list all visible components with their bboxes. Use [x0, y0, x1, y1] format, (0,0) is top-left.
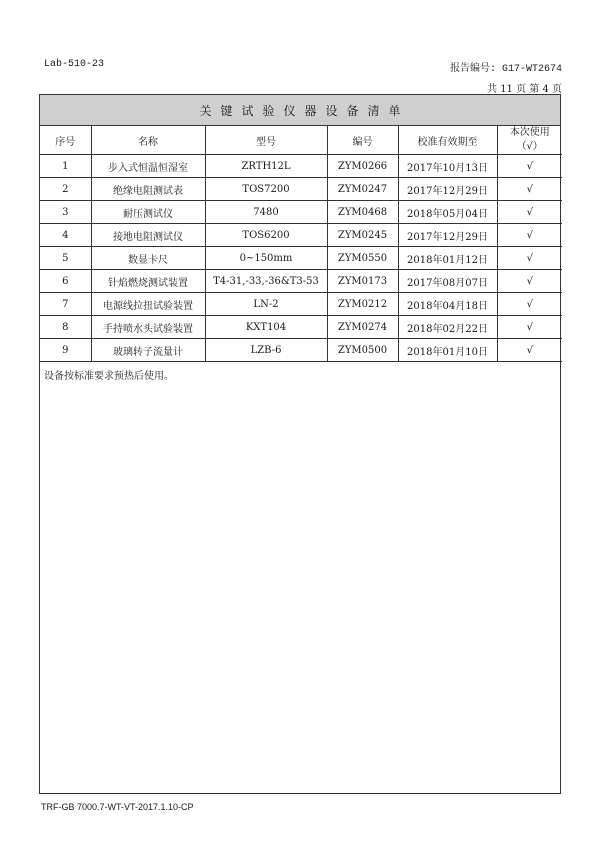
cell-code: ZYM0468: [327, 201, 398, 224]
cell-used: √: [497, 316, 562, 339]
cell-valid-until: 2018年05月04日: [398, 201, 497, 224]
cell-model: T4-31,-33,-36&T3-53: [205, 270, 327, 293]
cell-model: TOS7200: [205, 178, 327, 201]
cell-code: ZYM0500: [327, 339, 398, 362]
col-header-used-line2: （√）: [516, 141, 543, 152]
cell-name: 电源线拉扭试验装置: [91, 293, 205, 316]
cell-valid-until: 2017年08月07日: [398, 270, 497, 293]
equipment-table: [40, 126, 562, 362]
cell-model: ZRTH12L: [205, 155, 327, 178]
cell-no: 6: [40, 270, 91, 293]
col-header-no: 序号: [40, 126, 91, 155]
table-title: 关键试验仪器设备清单: [40, 95, 560, 126]
cell-used: √: [497, 270, 562, 293]
cell-no: 5: [40, 247, 91, 270]
cell-name: 接地电阻测试仪: [91, 224, 205, 247]
table-row: [40, 316, 562, 339]
col-header-used-line1: 本次使用: [509, 127, 550, 138]
table-row: [40, 155, 562, 178]
cell-code: ZYM0245: [327, 224, 398, 247]
table-row: [40, 339, 562, 362]
cell-valid-until: 2017年12月29日: [398, 178, 497, 201]
cell-used: √: [497, 224, 562, 247]
table-row: [40, 270, 562, 293]
cell-model: LN-2: [205, 293, 327, 316]
cell-valid-until: 2017年10月13日: [398, 155, 497, 178]
col-header-model: 型号: [205, 126, 327, 155]
cell-code: ZYM0266: [327, 155, 398, 178]
lab-code: Lab-510-23: [44, 59, 105, 70]
cell-name: 耐压测试仪: [91, 201, 205, 224]
cell-used: √: [497, 201, 562, 224]
cell-code: ZYM0247: [327, 178, 398, 201]
col-header-used: [497, 126, 562, 155]
report-number: 报告编号: G17-WT2674: [449, 64, 562, 75]
cell-model: 7480: [205, 201, 327, 224]
col-header-code: 编号: [327, 126, 398, 155]
table-row: [40, 224, 562, 247]
cell-code: ZYM0550: [327, 247, 398, 270]
cell-valid-until: 2017年12月29日: [398, 224, 497, 247]
cell-valid-until: 2018年01月12日: [398, 247, 497, 270]
cell-used: √: [497, 293, 562, 316]
cell-name: 数显卡尺: [91, 247, 205, 270]
cell-valid-until: 2018年01月10日: [398, 339, 497, 362]
cell-name: 玻璃转子流量计: [91, 339, 205, 362]
cell-no: 4: [40, 224, 91, 247]
cell-used: √: [497, 247, 562, 270]
cell-no: 8: [40, 316, 91, 339]
page-info: 共 11 页 第 4 页: [487, 84, 562, 95]
cell-used: √: [497, 178, 562, 201]
equipment-list-frame: [39, 94, 561, 794]
cell-code: ZYM0274: [327, 316, 398, 339]
table-row: [40, 247, 562, 270]
cell-name: 针焰燃烧测试装置: [91, 270, 205, 293]
cell-valid-until: 2018年04月18日: [398, 293, 497, 316]
usage-note: 设备按标准要求预热后使用。: [44, 371, 174, 382]
cell-no: 1: [40, 155, 91, 178]
cell-model: 0~150mm: [205, 247, 327, 270]
table-row: [40, 178, 562, 201]
cell-model: LZB-6: [205, 339, 327, 362]
cell-name: 绝缘电阻测试表: [91, 178, 205, 201]
table-header-row: [40, 126, 562, 155]
cell-no: 3: [40, 201, 91, 224]
col-header-name: 名称: [91, 126, 205, 155]
cell-name: 手持喷水头试验装置: [91, 316, 205, 339]
cell-model: KXT104: [205, 316, 327, 339]
cell-code: ZYM0212: [327, 293, 398, 316]
col-header-valid-until: 校准有效期至: [398, 126, 497, 155]
cell-no: 2: [40, 178, 91, 201]
table-row: [40, 201, 562, 224]
cell-no: 9: [40, 339, 91, 362]
table-row: [40, 293, 562, 316]
cell-code: ZYM0173: [327, 270, 398, 293]
cell-valid-until: 2018年02月22日: [398, 316, 497, 339]
cell-used: √: [497, 155, 562, 178]
cell-no: 7: [40, 293, 91, 316]
cell-used: √: [497, 339, 562, 362]
cell-model: TOS6200: [205, 224, 327, 247]
cell-name: 步入式恒温恒湿室: [91, 155, 205, 178]
form-code: TRF-GB 7000.7-WT-VT-2017.1.10-CP: [41, 802, 194, 812]
